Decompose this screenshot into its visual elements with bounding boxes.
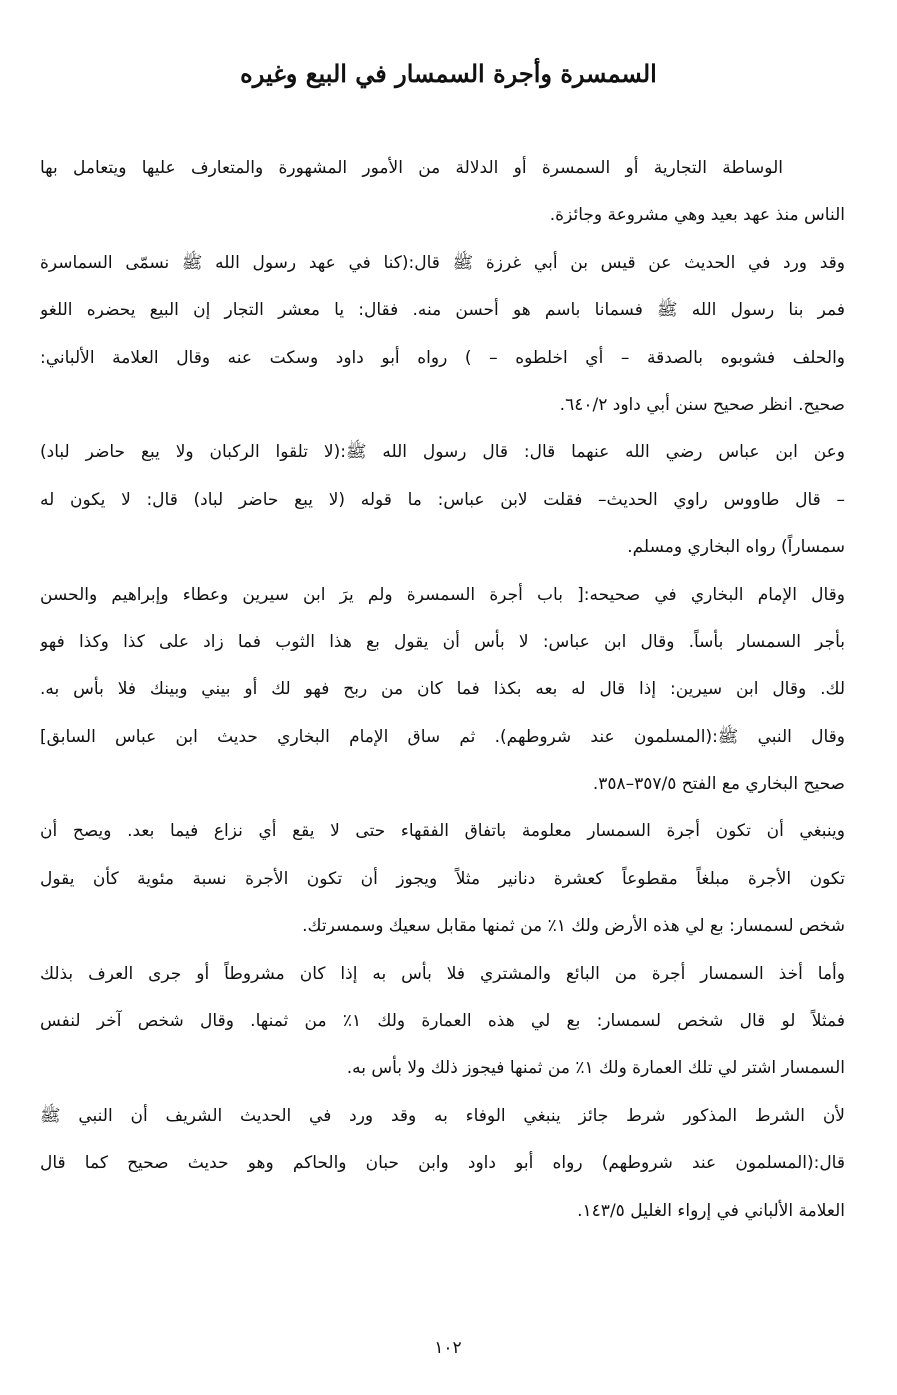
body-text: [40, 145, 845, 1235]
text-line: العلامة الألباني في إرواء الغليل ١٤٣/٥.: [577, 1200, 845, 1221]
text-line: فمر بنا رسول الله ﷺ فسمانا باسم هو أحسن منه. فقال: يا معشر التجار إن البيع يحضره اللغو: [40, 300, 845, 321]
text-line: تكون الأجرة مبلغاً مقطوعاً كعشرة دنانير مثلاً ويجوز أن تكون الأجرة نسبة مئوية كأن يقول: [40, 868, 845, 889]
text-line: – قال طاووس راوي الحديث– فقلت لابن عباس: ما قوله (لا يبع حاضر لباد) قال: لا يكون له: [40, 489, 845, 510]
text-line: صحيح البخاري مع الفتح ٣٥٧/٥–٣٥٨.: [592, 774, 845, 795]
text-line: الوساطة التجارية أو السمسرة أو الدلالة من الأمور المشهورة والمتعارف عليها ويتعامل بها: [40, 158, 783, 178]
text-line: لأن الشرط المذكور شرط جائز ينبغي الوفاء به وقد ورد في الحديث الشريف أن النبي ﷺ: [40, 1105, 845, 1126]
text-line: وقد ورد في الحديث عن قيس بن أبي غرزة ﷺ قال:(كنا في عهد رسول الله ﷺ نسمّى السماسرة: [40, 252, 845, 273]
text-line: الناس منذ عهد بعيد وهي مشروعة وجائزة.: [549, 205, 845, 226]
text-line: سمساراً) رواه البخاري ومسلم.: [627, 537, 845, 558]
text-line: شخص لسمسار: بع لي هذه الأرض ولك ١٪ من ثمنها مقابل سعيك وسمسرتك.: [302, 916, 845, 937]
text-line: صحيح. انظر صحيح سنن أبي داود ٦٤٠/٢.: [559, 394, 845, 415]
text-line: وعن ابن عباس رضي الله عنهما قال: قال رسول الله ﷺ:(لا تلقوا الركبان ولا يبع حاضر لباد): [40, 442, 845, 463]
text-line: قال:(المسلمون عند شروطهم) رواه أبو داود وابن حبان والحاكم وهو حديث صحيح كما قال: [40, 1153, 845, 1174]
text-line: وقال الإمام البخاري في صحيحه:[ باب أجرة السمسرة ولم يرَ ابن سيرين وعطاء وإبراهيم والحسن: [40, 584, 845, 605]
text-line: السمسار اشتر لي تلك العمارة ولك ١٪ من ثمنها فيجوز ذلك ولا بأس به.: [346, 1058, 845, 1079]
page-title: السمسرة وأجرة السمسار في البيع وغيره: [240, 59, 657, 88]
text-line: لك. وقال ابن سيرين: إذا قال له بعه بكذا فما كان من ربح فهو لك أو بيني وبينك فلا بأس به.: [40, 679, 845, 700]
text-line: فمثلاً لو قال شخص لسمسار: بع لي هذه العمارة ولك ١٪ من ثمنها. وقال شخص آخر لنفس: [40, 1011, 845, 1032]
text-line: والحلف فشوبوه بالصدقة – أي اخلطوه – ) رواه أبو داود وسكت عنه وقال العلامة الألباني:: [40, 347, 845, 368]
text-line: وقال النبي ﷺ:(المسلمون عند شروطهم). ثم ساق الإمام البخاري حديث ابن عباس السابق]: [40, 726, 845, 747]
page-number: ١٠٢: [434, 1338, 462, 1358]
text-line: بأجر السمسار بأساً. وقال ابن عباس: لا بأس أن يقول بع هذا الثوب فما زاد على كذا وكذا فهو: [40, 631, 845, 652]
text-line: وينبغي أن تكون أجرة السمسار معلومة باتفاق الفقهاء حتى لا يقع أي نزاع فيما بعد. ويصح أن: [40, 821, 845, 842]
text-line: وأما أخذ السمسار أجرة من البائع والمشتري فلا بأس به إذا كان مشروطاً أو جرى العرف بذلك: [40, 963, 845, 984]
